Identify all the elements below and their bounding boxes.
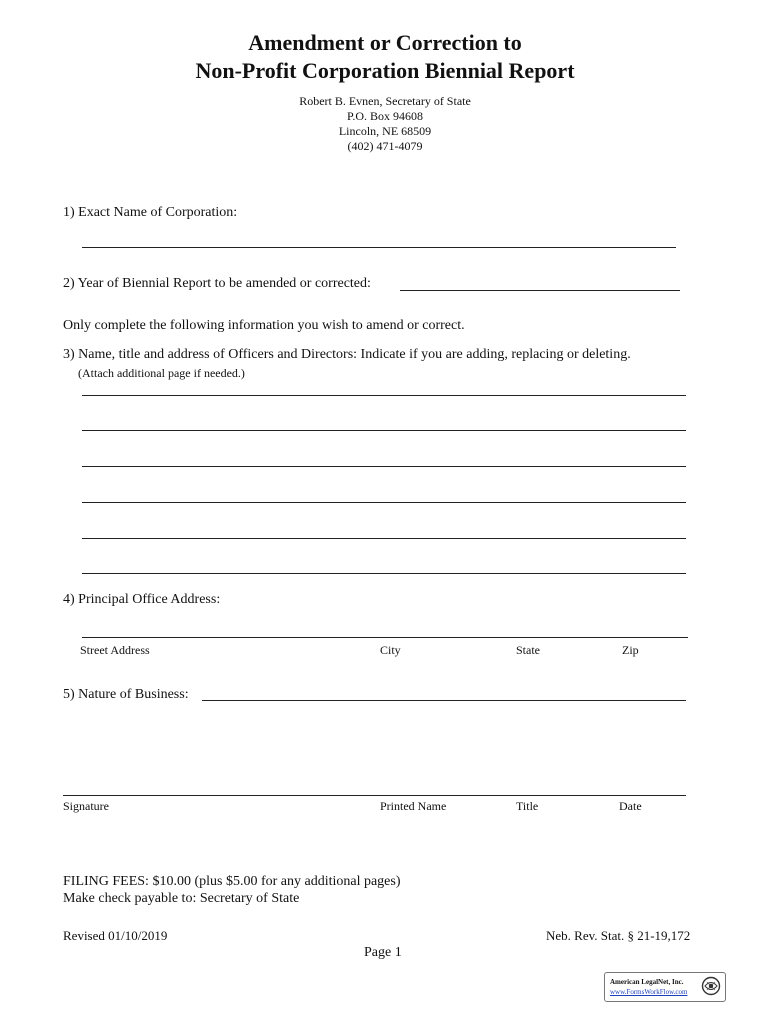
instructions-text: Only complete the following information you wish to amend or correct.: [63, 318, 465, 333]
principal-address-field[interactable]: [82, 637, 688, 638]
officers-note: (Attach additional page if needed.): [78, 366, 245, 380]
report-year-field[interactable]: [400, 290, 680, 291]
officers-line-3[interactable]: [82, 466, 686, 467]
corporation-name-label: 1) Exact Name of Corporation:: [63, 205, 238, 220]
signature-caption: Signature: [63, 799, 109, 813]
officers-line-6[interactable]: [82, 573, 686, 574]
form-title-line1: Amendment or Correction to: [248, 30, 522, 55]
payable-text: Make check payable to: Secretary of State: [63, 891, 300, 906]
officers-line-2[interactable]: [82, 430, 686, 431]
officers-line-4[interactable]: [82, 502, 686, 503]
street-address-caption: Street Address: [80, 643, 150, 657]
officers-line-1[interactable]: [82, 395, 686, 396]
contact-line-1: Robert B. Evnen, Secretary of State: [299, 94, 471, 108]
date-caption: Date: [619, 799, 642, 813]
page-number: Page 1: [364, 945, 402, 960]
title-caption: Title: [516, 799, 539, 813]
signature-line[interactable]: [63, 795, 686, 796]
publisher-badge: [604, 972, 726, 1002]
publisher-name: American LegalNet, Inc.: [610, 978, 684, 986]
publisher-link[interactable]: www.FormsWorkFlow.com: [610, 988, 688, 996]
officers-line-5[interactable]: [82, 538, 686, 539]
printed-name-caption: Printed Name: [380, 799, 447, 813]
form-title-line2: Non-Profit Corporation Biennial Report: [195, 58, 575, 83]
city-caption: City: [380, 643, 401, 657]
nature-of-business-label: 5) Nature of Business:: [63, 687, 189, 702]
state-caption: State: [516, 643, 540, 657]
corporation-name-field[interactable]: [82, 247, 676, 248]
zip-caption: Zip: [622, 643, 639, 657]
contact-line-2: P.O. Box 94608: [346, 109, 423, 123]
contact-line-3: Lincoln, NE 68509: [338, 124, 432, 138]
contact-line-4: (402) 471-4079: [347, 139, 423, 153]
statute-reference: Neb. Rev. Stat. § 21-19,172: [546, 928, 691, 943]
report-year-label: 2) Year of Biennial Report to be amended or corrected:: [63, 276, 371, 291]
principal-address-label: 4) Principal Office Address:: [63, 592, 221, 607]
nature-of-business-field[interactable]: [202, 700, 686, 701]
globe-logo-icon: [701, 976, 721, 996]
officers-label: 3) Name, title and address of Officers and Directors: Indicate if you are adding, replacing or deleting.: [63, 347, 631, 362]
filing-fees-text: FILING FEES: $10.00 (plus $5.00 for any additional pages): [63, 874, 401, 889]
revised-date: Revised 01/10/2019: [63, 928, 168, 943]
